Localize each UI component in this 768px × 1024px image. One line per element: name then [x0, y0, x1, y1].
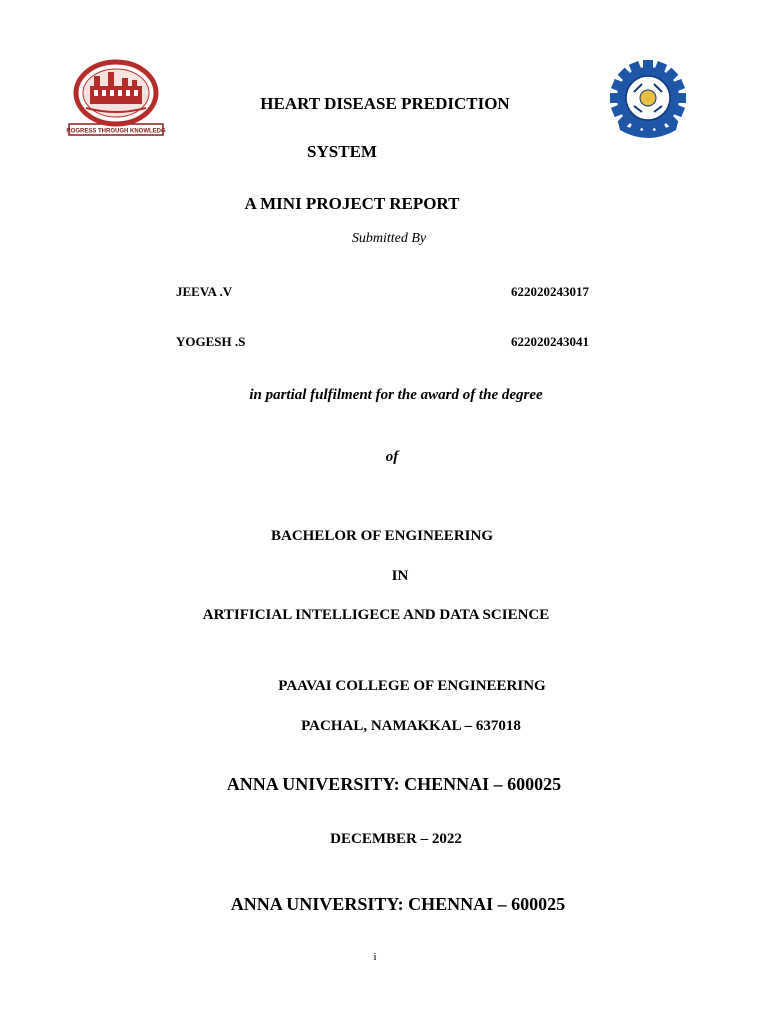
university-line-1: ANNA UNIVERSITY: CHENNAI – 600025 — [226, 774, 562, 794]
anna-university-logo-icon — [66, 58, 166, 138]
branch-name: ARTIFICIAL INTELLIGECE AND DATA SCIENCE — [202, 607, 550, 623]
student-name: YOGESH .S — [176, 334, 246, 349]
degree-name: BACHELOR OF ENGINEERING — [271, 528, 493, 544]
student-reg-no: 622020243041 — [511, 334, 589, 349]
in-text: IN — [391, 568, 409, 584]
college-address: PACHAL, NAMAKKAL – 637018 — [301, 718, 521, 734]
student-reg-no: 622020243017 — [511, 284, 589, 299]
university-line-2: ANNA UNIVERSITY: CHENNAI – 600025 — [230, 894, 566, 914]
submitted-by-label: Submitted By — [351, 231, 427, 246]
student-name: JEEVA .V — [176, 284, 233, 299]
page-number: i — [373, 951, 377, 963]
title-line-1: HEART DISEASE PREDICTION — [260, 94, 510, 113]
fulfilment-text: in partial fulfilment for the award of the degree — [249, 387, 543, 403]
report-date: DECEMBER – 2022 — [330, 831, 462, 847]
report-type: A MINI PROJECT REPORT — [244, 194, 460, 213]
of-text: of — [385, 449, 399, 465]
college-name: PAAVAI COLLEGE OF ENGINEERING — [278, 678, 546, 694]
college-gear-logo-icon — [604, 60, 692, 140]
title-line-2: SYSTEM — [307, 142, 377, 161]
logo-motto-text: PROGRESS THROUGH KNOWLEDGE — [66, 128, 166, 135]
